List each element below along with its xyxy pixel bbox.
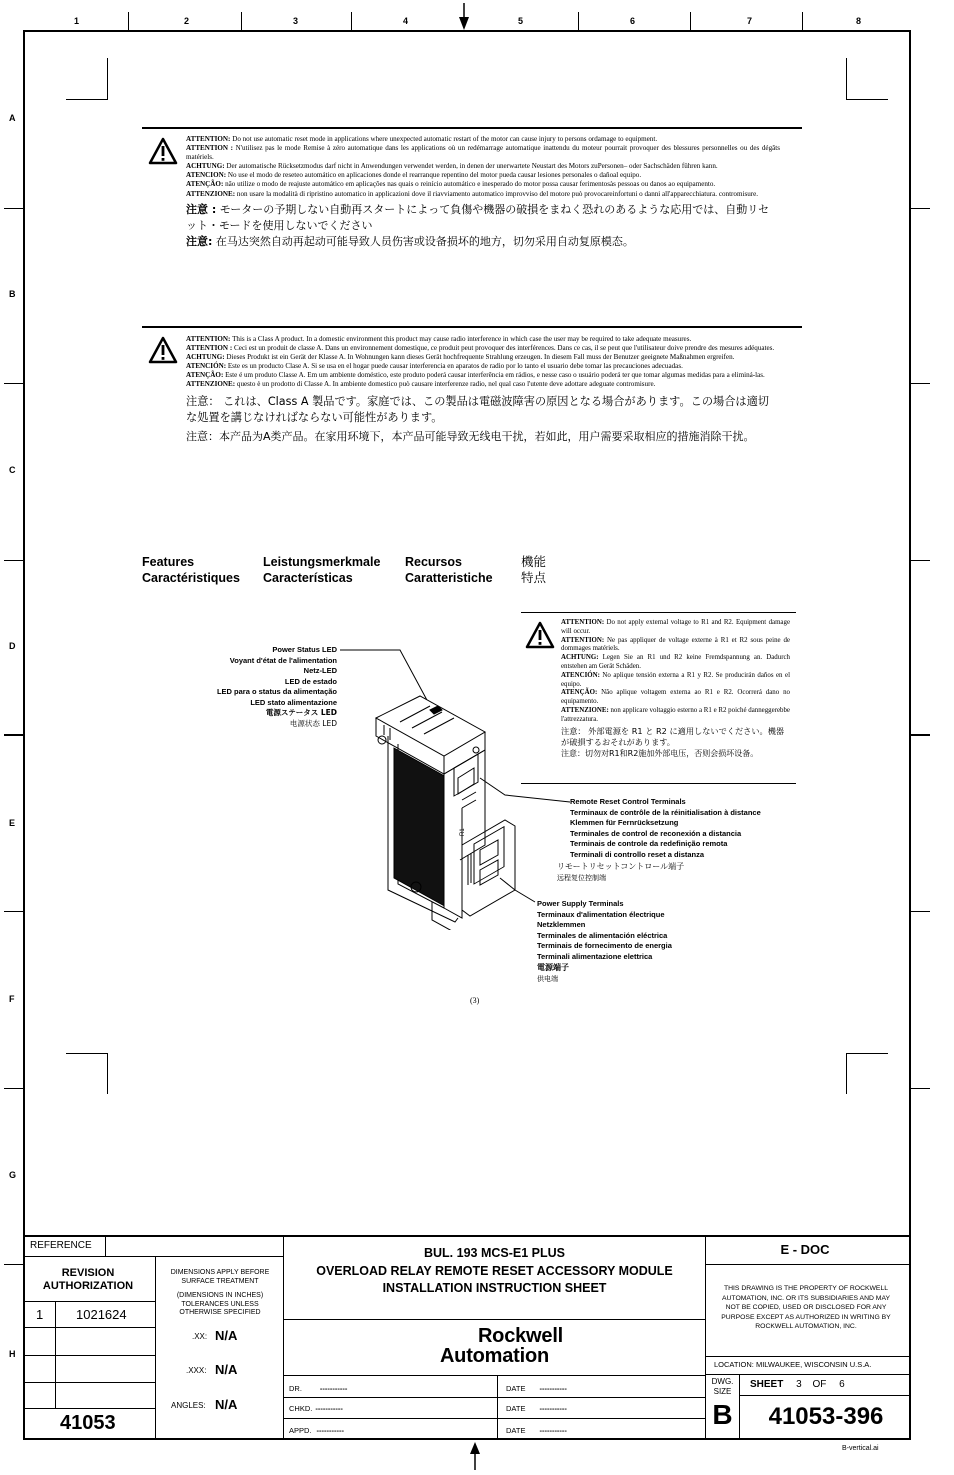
rule	[23, 1382, 156, 1383]
rule	[55, 1301, 56, 1408]
warning-line: ATTENTION : Ceci est un produit de classe A. Dans un environnement domestique, ce produit peut provoquer des interférences. Dans ce cas, il se peut que l'utilisateur doive prendre des mesures adéquates.	[186, 344, 775, 353]
crop-mark	[846, 99, 888, 100]
grid-tick	[4, 383, 23, 384]
grid-row-h: H	[9, 1349, 16, 1359]
grid-tick	[4, 1088, 23, 1089]
grid-tick	[911, 1088, 930, 1089]
remote-reset-module-illustration	[340, 640, 580, 930]
power-leader-line	[500, 878, 535, 902]
warning-triangle-icon	[148, 137, 178, 165]
crop-mark	[107, 1053, 108, 1094]
tolerances-note: (DIMENSIONS IN INCHES) TOLERANCES UNLESS OTHERWISE SPECIFIED	[176, 1292, 264, 1316]
grid-tick	[128, 12, 129, 30]
rockwell-automation-logo: Rockwell Automation	[439, 1325, 564, 1367]
warning-chinese: 注意: 在马达突然自动再起动可能导致人员伤害或设备损坏的地方，切勿采用自动复原模态。	[186, 234, 634, 248]
grid-row-c: C	[9, 465, 16, 475]
revision-code: 1021624	[76, 1307, 127, 1322]
grid-col-1: 1	[74, 16, 80, 26]
crop-mark	[846, 1053, 847, 1094]
checked-date-field: DATE -----------	[506, 1404, 567, 1413]
revision-number: 1	[36, 1307, 44, 1322]
grid-row-f: F	[9, 994, 15, 1004]
rule	[23, 1327, 156, 1328]
warning-text-block	[561, 619, 790, 759]
features-heading-en-fr: Features Caractéristiques	[142, 555, 240, 585]
grid-tick	[802, 12, 803, 30]
warning-line: ATENCION: No use el modo de reseteo automático en aplicaciones donde el rearranque repentino del motor pueda causar lesiones personales o dañoal equipo.	[186, 171, 642, 180]
grid-row-g: G	[9, 1170, 17, 1180]
features-heading-pt-it: Recursos Caratteristiche	[405, 555, 493, 585]
grid-tick	[4, 911, 23, 912]
crop-mark	[107, 58, 108, 100]
warning-line: ATTENTION: Do not use automatic reset mode in applications where unexpected automatic restart of the motor can cause injury to persons ordamage to equipment.	[186, 135, 658, 143]
grid-col-7: 7	[747, 16, 753, 26]
callout-power-supply-terminals: Power Supply Terminals Terminaux d'alimentation électrique Netzklemmen Terminales de alimentación eléctrica Terminais de fornecimento de energia Terminali alimentazione elettrica 電源端子 供电端	[537, 899, 672, 983]
crop-mark	[66, 1053, 108, 1054]
warning-line: ACHTUNG: Dieses Produkt ist ein Gerät der Klasse A. In Wohnungen kann dieses Gerät hochfrequente Strahlung erzeugen. In diesem Fall muss der Benutzer geeignete Maßnahmen ergreifen.	[186, 353, 735, 362]
warning-line: ATTENZIONE: non usare la modalità di ripristino automatico in applicazioni dove il riavviamento automatico improvviso del motore può provocareinfortuni o danni all'apparecchiatura. contromisure.	[186, 189, 759, 198]
grid-tick	[911, 208, 930, 209]
crop-mark	[846, 1053, 888, 1054]
grid-tick	[4, 208, 23, 209]
rule	[283, 1397, 706, 1398]
warning-triangle-icon	[148, 336, 178, 364]
warning-chinese: 注意：切勿对R1和R2施加外部电压，否则会损坏设备。	[561, 748, 759, 758]
title-line-1: BUL. 193 MCS-E1 PLUS	[423, 1246, 565, 1260]
grid-col-8: 8	[856, 16, 862, 26]
angles-value: N/A	[215, 1397, 238, 1412]
title-line-3: INSTALLATION INSTRUCTION SHEET	[382, 1281, 607, 1295]
warning-line: ATTENTION: Do not apply external voltage to R1 and R2. Equipment damage will occur.	[561, 619, 790, 635]
drawn-by-field: DR. -----------	[289, 1384, 348, 1393]
callout-power-status-led: Power Status LED Voyant d'état de l'alimentation Netz-LED LED de estado LED para o status da alimentação LED stato alimentazione 電源ステータス LED 电源状态 LED	[216, 645, 337, 728]
angles-label: ANGLES:	[171, 1401, 206, 1410]
rule	[23, 1408, 156, 1409]
warning-line: ATTENZIONE: non applicare voltaggio esterno a R1 e R2 poiché danneggerebbe l'attrezzatura.	[561, 706, 790, 723]
reference-value-box	[105, 1236, 284, 1257]
file-name: B-vertical.ai	[842, 1445, 879, 1452]
grid-col-2: 2	[184, 16, 190, 26]
page-number: (3)	[470, 996, 480, 1005]
sheet-field: SHEET 3 OF 6	[750, 1379, 845, 1390]
grid-tick	[241, 12, 242, 30]
dwg-size-value: B	[712, 1399, 733, 1430]
warning-class-a	[142, 326, 802, 538]
warning-japanese: 注意： これは、Class A 製品です。家庭では、この製品は電磁波障害の原因となる場合があります。この場合は適切な処置を講じなければならない可能性があります。	[186, 394, 769, 424]
grid-tick	[4, 1264, 23, 1265]
warning-line: ATENCIÓN: Este es un producto Clase A. Si se usa en el hogar puede causar interferencia en aparatos de radio por lo tanto el usuario debe tomar las precauciones adecuadas.	[186, 362, 683, 371]
grid-row-d: D	[9, 641, 16, 651]
crop-mark	[66, 99, 108, 100]
drawing-base-number: 41053	[60, 1412, 116, 1434]
grid-tick	[911, 383, 930, 384]
grid-row-a: A	[9, 113, 16, 123]
warning-chinese: 注意：本产品为A类产品。在家用环境下，本产品可能导致无线电干扰，若如此，用户需要采取相应的措施消除干扰。	[186, 429, 755, 443]
edoc-label: E - DOC	[780, 1242, 830, 1257]
dimensions-note: DIMENSIONS APPLY BEFORE SURFACE TREATMENT	[170, 1269, 270, 1285]
reference-label: REFERENCE	[30, 1240, 92, 1251]
warning-text-block	[186, 135, 780, 249]
grid-col-4: 4	[403, 16, 409, 26]
grid-row-e: E	[9, 818, 16, 828]
center-arrow-top-icon	[458, 3, 470, 31]
rule	[283, 1418, 706, 1419]
approved-by-field: APPD. -----------	[289, 1426, 344, 1435]
warning-japanese: 注意 : モーターの予期しない自動再スタートによって負傷や機器の破損をまねく恐れのあるような応用では、自動リセット・モードを使用しないでください	[186, 202, 770, 232]
rule	[23, 1301, 156, 1302]
warning-line: ATTENTION: This is a Class A product. In a domestic environment this product may cause radio interference in which case the user may be required to take adequate measures.	[186, 335, 692, 343]
r1-terminal-label: R1	[460, 828, 466, 836]
tolerance-xx-label: .XX:	[192, 1332, 208, 1341]
callout-remote-reset-terminals: Remote Reset Control Terminals Terminaux de contrôle de la réinitialisation à distance Klemmen für Fernrücksetzung Terminales de control de reconexión a distancia Terminais de controle da redefinição remota Terminali di controllo reset a distanza リモートリセットコントロール端子 远程复位控制端	[557, 797, 761, 882]
warning-line: ATTENTION : N'utilisez pas le mode Remise à zéro automatique dans les applications où un redémarrage automatique inattendu du moteur pourrait provoquer des blessures personnelles ou des dégâts matériels.	[186, 144, 781, 162]
features-heading-jp-zh: 機能 特点	[521, 554, 547, 585]
approved-date-field: DATE -----------	[506, 1426, 567, 1435]
checked-by-field: CHKD. -----------	[289, 1404, 343, 1413]
warning-line: ATTENTION: Ne pas appliquer de voltage externe à R1 et R2 sous peine de dommages matériels.	[561, 636, 790, 653]
title-line-2: OVERLOAD RELAY REMOTE RESET ACCESSORY MODULE	[316, 1263, 673, 1278]
revision-authorization-label: REVISION AUTHORIZATION	[42, 1267, 134, 1292]
warning-line: ATENCIÓN: No aplique tensión externa a R1 y R2. Se producirán daños en el equipo.	[561, 671, 790, 688]
grid-tick	[911, 734, 930, 736]
warning-line: ACHTUNG: Der automatische Rücksetzmodus darf nicht in Anwendungen verwendet werden, in denen der unerwartete Neustart des Motors zuPersonen– oder Sachschäden führen kann.	[186, 162, 718, 171]
reset-leader-line	[480, 778, 570, 802]
dwg-size-label: DWG. SIZE	[711, 1377, 734, 1396]
document-title	[283, 1245, 706, 1298]
drawn-date-field: DATE -----------	[506, 1384, 567, 1393]
grid-tick	[911, 911, 930, 912]
grid-row-b: B	[9, 289, 16, 299]
grid-col-3: 3	[293, 16, 299, 26]
tolerance-xxx-value: N/A	[215, 1362, 238, 1377]
tolerance-xxx-label: .XXX:	[186, 1366, 207, 1375]
location: LOCATION: MILWAUKEE, WISCONSIN U.S.A.	[714, 1360, 872, 1369]
features-heading-de-es: Leistungsmerkmale Características	[263, 555, 381, 585]
rule	[497, 1375, 498, 1440]
tolerance-xx-value: N/A	[215, 1328, 238, 1343]
warning-line: ACHTUNG: Legen Sie an R1 und R2 keine Fremdspannung an. Dadurch entstehen am Gerät Schäden.	[561, 654, 790, 670]
rule	[23, 1355, 156, 1356]
center-arrow-bottom-icon	[469, 1442, 481, 1470]
warning-text-block	[186, 335, 780, 444]
grid-tick	[578, 12, 579, 30]
warning-line: ATENÇÃO: não utilize o modo de reajuste automático em aplicações nas quais o reinício automático e inesperado do motor possa causar ferimentosàs pessoas ou danos ao equipamento.	[186, 180, 716, 189]
grid-tick	[4, 734, 23, 736]
warning-line: ATENÇÃO: Não aplique voltagem externa ao R1 e R2. Ocorrerá dano no equipamento.	[561, 689, 790, 706]
drawing-number: 41053-396	[768, 1403, 884, 1430]
grid-tick	[911, 560, 930, 561]
crop-mark	[846, 58, 847, 100]
grid-col-5: 5	[518, 16, 524, 26]
grid-tick	[4, 560, 23, 561]
warning-line: ATENÇÃO: Este é um produto Classe A. Em um ambiente doméstico, este produto poderá causar interferência em rádios, e nesse caso o usuário poderá ter que tomar algumas medidas para a eliminá-las.	[186, 371, 765, 380]
grid-tick	[690, 12, 691, 30]
warning-auto-reset	[142, 127, 802, 327]
grid-col-6: 6	[630, 16, 636, 26]
warning-japanese: 注意： 外部電源を R1 と R2 に適用しないでください。機器が破損するおそれがあります。	[561, 725, 785, 747]
warning-line: ATTENZIONE: questo è un prodotto di Classe A. In ambiente domestico può causare interferenze radio, nel qual caso l'utente deve adottare adeguate contromisure.	[186, 380, 656, 389]
property-notice: THIS DRAWING IS THE PROPERTY OF ROCKWELL AUTOMATION, INC. OR ITS SUBSIDIARIES AND MAY NOT BE COPIED, USED OR DISCLOSED FOR ANY PURPOSE EXCEPT AS AUTHORIZED IN WRITING BY ROCKWELL AUTOMATION, INC.	[721, 1285, 891, 1330]
grid-tick	[351, 12, 352, 30]
